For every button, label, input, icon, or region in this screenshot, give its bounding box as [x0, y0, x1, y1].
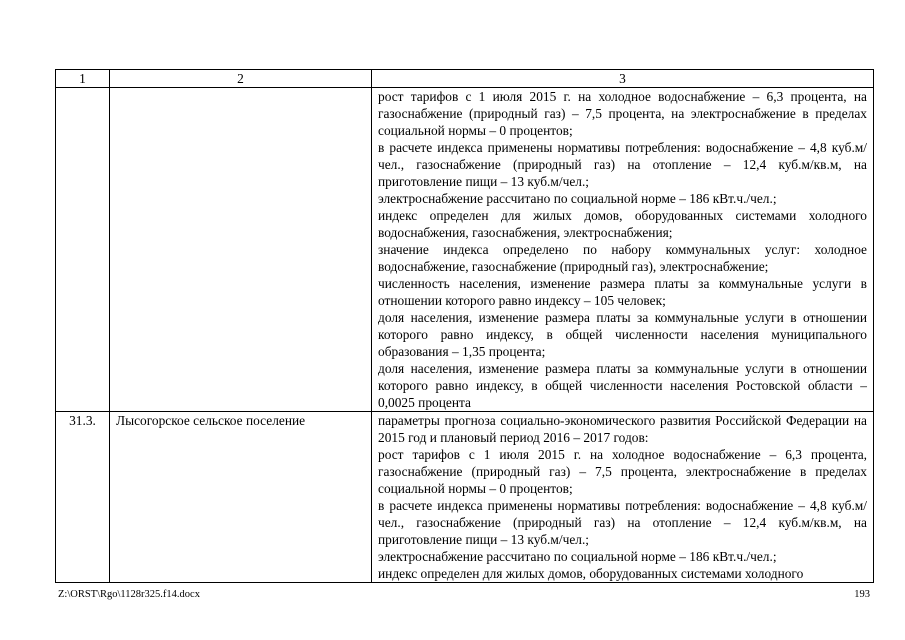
footer-file-path: Z:\ORST\Rgo\1128r325.f14.docx: [58, 589, 200, 600]
row-name: Лысогорское сельское поселение: [110, 412, 372, 583]
table-header-row: [56, 70, 874, 88]
table-row: [56, 88, 874, 412]
document-table: [55, 69, 874, 583]
paragraph: доля населения, изменение размера платы за коммунальные услуги в отношении которого равно индексу, в общей численности населения муниципального образования – 1,35 процента;: [378, 310, 867, 359]
paragraph: в расчете индекса применены нормативы потребления: водоснабжение – 4,8 куб.м/чел., газоснабжение (природный газ) на отопление – 12,4 куб.м/кв.м, на приготовление пищи – 13 куб.м/чел.;: [378, 498, 867, 547]
row-content: [372, 412, 874, 583]
paragraph: доля населения, изменение размера платы за коммунальные услуги в отношении которого равно индексу, в общей численности населения Ростовской области – 0,0025 процента: [378, 361, 867, 410]
row-name: [110, 88, 372, 412]
page-number: 193: [854, 589, 870, 600]
paragraph: численность населения, изменение размера платы за коммунальные услуги в отношении которого равно индексу – 105 человек;: [378, 276, 867, 308]
paragraph: электроснабжение рассчитано по социальной норме – 186 кВт.ч./чел.;: [378, 549, 777, 564]
paragraph: параметры прогноза социально-экономического развития Российской Федерации на 2015 год и плановый период 2016 – 2017 годов:: [378, 413, 867, 445]
header-col-3: 3: [372, 70, 874, 88]
paragraph: электроснабжение рассчитано по социальной норме – 186 кВт.ч./чел.;: [378, 191, 777, 206]
row-content: [372, 88, 874, 412]
header-col-1: 1: [56, 70, 110, 88]
paragraph: рост тарифов с 1 июля 2015 г. на холодное водоснабжение – 6,3 процента, на газоснабжение (природный газ) – 7,5 процента, на электроснабжение в пределах социальной нормы – 0 процентов;: [378, 89, 867, 138]
table-row: [56, 412, 874, 583]
paragraph: рост тарифов с 1 июля 2015 г. на холодное водоснабжение – 6,3 процента, газоснабжение (природный газ) – 7,5 процента, электроснабжение в пределах социальной нормы – 0 процентов;: [378, 447, 867, 496]
row-number: 31.3.: [56, 412, 110, 583]
paragraph: в расчете индекса применены нормативы потребления: водоснабжение – 4,8 куб.м/чел., газоснабжение (природный газ) на отопление – 12,4 куб.м/кв.м, на приготовление пищи – 13 куб.м/чел.;: [378, 140, 867, 189]
paragraph: значение индекса определено по набору коммунальных услуг: холодное водоснабжение, газоснабжение (природный газ), электроснабжение;: [378, 242, 867, 274]
paragraph: индекс определен для жилых домов, оборудованных системами холодного водоснабжения, газоснабжения, электроснабжения;: [378, 208, 867, 240]
row-number: [56, 88, 110, 412]
header-col-2: 2: [110, 70, 372, 88]
paragraph: индекс определен для жилых домов, оборудованных системами холодного: [378, 566, 804, 581]
